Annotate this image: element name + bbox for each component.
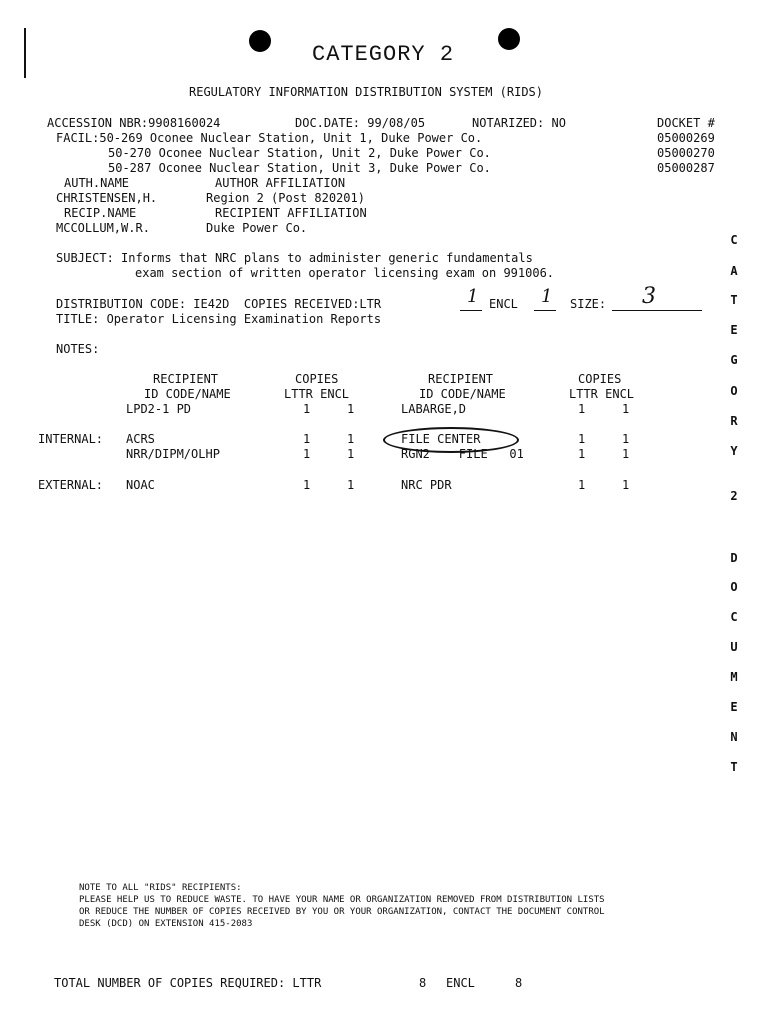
recipient-affiliation: Duke Power Co. bbox=[206, 221, 308, 235]
side-letter: C bbox=[730, 233, 738, 247]
lttr-count: 1 bbox=[303, 432, 311, 446]
note-text: DESK (DCD) ON EXTENSION 415-2083 bbox=[79, 919, 253, 929]
binding-mark bbox=[24, 28, 26, 78]
side-letter: N bbox=[730, 730, 738, 744]
total-encl-label: ENCL bbox=[446, 976, 475, 990]
recipient-affiliation-label: RECIPIENT AFFILIATION bbox=[215, 206, 367, 220]
side-letter: R bbox=[730, 414, 738, 428]
author-name: CHRISTENSEN,H. bbox=[56, 191, 158, 205]
encl-underline bbox=[534, 310, 556, 311]
encl-handwritten: 1 bbox=[541, 286, 553, 307]
side-letter: Y bbox=[730, 444, 738, 458]
copies-header: COPIES bbox=[578, 372, 622, 386]
recipient-header: RECIPIENT bbox=[153, 372, 219, 386]
note-heading: NOTE TO ALL "RIDS" RECIPIENTS: bbox=[79, 883, 242, 893]
side-letter: M bbox=[730, 670, 738, 684]
section-internal: INTERNAL: bbox=[38, 432, 104, 446]
lttr-count: 1 bbox=[578, 402, 586, 416]
distribution-code: DISTRIBUTION CODE: IE42D COPIES RECEIVED:LTR bbox=[56, 297, 382, 311]
side-letter: O bbox=[730, 580, 738, 594]
facility-line: 50-287 Oconee Nuclear Station, Unit 3, Duke Power Co. bbox=[108, 161, 491, 175]
total-lttr: 8 bbox=[419, 976, 427, 990]
docket-number: 05000270 bbox=[657, 146, 715, 160]
side-letter: E bbox=[730, 323, 738, 337]
recipient-header: RECIPIENT bbox=[428, 372, 494, 386]
encl-count: 1 bbox=[622, 402, 630, 416]
encl-count: 1 bbox=[622, 432, 630, 446]
size-label: SIZE: bbox=[570, 297, 607, 311]
encl-label: ENCL bbox=[489, 297, 518, 311]
lttr-count: 1 bbox=[578, 447, 586, 461]
notes-label: NOTES: bbox=[56, 342, 100, 356]
recipient-id: FILE CENTER bbox=[401, 432, 481, 446]
docket-label: DOCKET # bbox=[657, 116, 715, 130]
side-letter: O bbox=[730, 384, 738, 398]
auth-name-label: AUTH.NAME bbox=[64, 176, 130, 190]
accession-number: ACCESSION NBR:9908160024 bbox=[47, 116, 221, 130]
copies-header: COPIES bbox=[295, 372, 339, 386]
punch-hole-left bbox=[249, 30, 271, 52]
encl-count: 1 bbox=[622, 478, 630, 492]
recipient-id: NOAC bbox=[126, 478, 155, 492]
lttr-count: 1 bbox=[578, 478, 586, 492]
author-affiliation: Region 2 (Post 820201) bbox=[206, 191, 365, 205]
size-handwritten: 3 bbox=[642, 284, 656, 309]
recip-name-label: RECIP.NAME bbox=[64, 206, 137, 220]
facility-line: 50-270 Oconee Nuclear Station, Unit 2, Duke Power Co. bbox=[108, 146, 491, 160]
category-title: CATEGORY 2 bbox=[312, 42, 455, 67]
recipient-name: MCCOLLUM,W.R. bbox=[56, 221, 150, 235]
side-letter: T bbox=[730, 760, 738, 774]
lttr-count: 1 bbox=[303, 402, 311, 416]
subject-line: SUBJECT: Informs that NRC plans to administer generic fundamentals bbox=[56, 251, 533, 265]
section-external: EXTERNAL: bbox=[38, 478, 104, 492]
lttr-count: 1 bbox=[303, 478, 311, 492]
side-letter: E bbox=[730, 700, 738, 714]
side-letter: 2 bbox=[730, 489, 738, 503]
encl-count: 1 bbox=[622, 447, 630, 461]
total-encl: 8 bbox=[515, 976, 523, 990]
side-letter: T bbox=[730, 293, 738, 307]
docket-number: 05000269 bbox=[657, 131, 715, 145]
lttr-encl-header: LTTR ENCL bbox=[284, 387, 350, 401]
system-title: REGULATORY INFORMATION DISTRIBUTION SYSTEM (RIDS) bbox=[189, 85, 544, 99]
recipient-id: NRR/DIPM/OLHP bbox=[126, 447, 220, 461]
ltr-handwritten: 1 bbox=[467, 286, 479, 307]
side-letter: U bbox=[730, 640, 738, 654]
punch-hole-right bbox=[498, 28, 520, 50]
notarized: NOTARIZED: NO bbox=[472, 116, 566, 130]
lttr-count: 1 bbox=[578, 432, 586, 446]
recipient-id: LABARGE,D bbox=[401, 402, 467, 416]
note-text: PLEASE HELP US TO REDUCE WASTE. TO HAVE YOUR NAME OR ORGANIZATION REMOVED FROM DISTRIBUTION LISTS bbox=[79, 895, 605, 905]
lttr-count: 1 bbox=[303, 447, 311, 461]
side-letter: G bbox=[730, 353, 738, 367]
encl-count: 1 bbox=[347, 432, 355, 446]
encl-count: 1 bbox=[347, 447, 355, 461]
encl-count: 1 bbox=[347, 402, 355, 416]
total-label: TOTAL NUMBER OF COPIES REQUIRED: LTTR bbox=[54, 976, 322, 990]
recipient-id: LPD2-1 PD bbox=[126, 402, 192, 416]
author-affiliation-label: AUTHOR AFFILIATION bbox=[215, 176, 346, 190]
side-letter: C bbox=[730, 610, 738, 624]
subject-line: exam section of written operator licensing exam on 991006. bbox=[135, 266, 555, 280]
recipient-id: NRC PDR bbox=[401, 478, 452, 492]
recipient-id: ACRS bbox=[126, 432, 155, 446]
doc-date: DOC.DATE: 99/08/05 bbox=[295, 116, 426, 130]
side-letter: A bbox=[730, 264, 738, 278]
id-code-header: ID CODE/NAME bbox=[144, 387, 231, 401]
lttr-encl-header: LTTR ENCL bbox=[569, 387, 635, 401]
recipient-id: RGN2 FILE 01 bbox=[401, 447, 524, 461]
facility-line: FACIL:50-269 Oconee Nuclear Station, Unit 1, Duke Power Co. bbox=[56, 131, 483, 145]
side-letter: D bbox=[730, 551, 738, 565]
ltr-underline bbox=[460, 310, 482, 311]
encl-count: 1 bbox=[347, 478, 355, 492]
note-text: OR REDUCE THE NUMBER OF COPIES RECEIVED BY YOU OR YOUR ORGANIZATION, CONTACT THE DOCUMENT CONTROL bbox=[79, 907, 605, 917]
id-code-header: ID CODE/NAME bbox=[419, 387, 506, 401]
title-line: TITLE: Operator Licensing Examination Reports bbox=[56, 312, 382, 326]
docket-number: 05000287 bbox=[657, 161, 715, 175]
size-underline bbox=[612, 310, 702, 311]
